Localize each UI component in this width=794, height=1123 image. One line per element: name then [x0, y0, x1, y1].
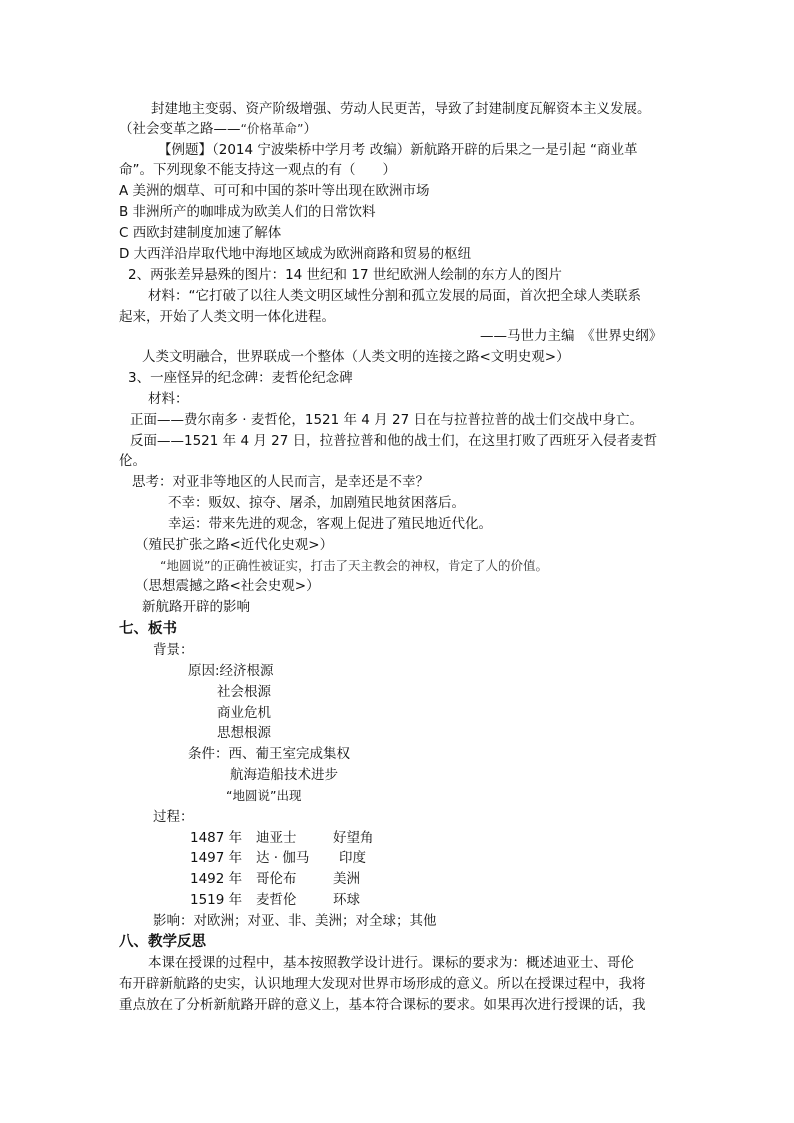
voyage-year: 1492 年 — [190, 871, 243, 887]
monument-back: 伦。 — [119, 453, 146, 469]
voyage-destination: 印度 — [339, 850, 366, 866]
voyage-explorer: 达 · 伽马 — [256, 850, 310, 866]
material-label: 材料： — [148, 391, 189, 407]
example-line: 【例题】（2014 宁波柴桥中学月考 改编）新航路开辟的后果之一是引起 “商业革 — [158, 142, 638, 158]
option-b: B 非洲所产的咖啡成为欧美人们的日常饮料 — [119, 204, 376, 220]
board-line: 思想根源 — [217, 725, 271, 741]
unlucky-line: 不幸：贩奴、掠夺、屠杀，加剧殖民地贫困落后。 — [168, 495, 465, 511]
board-line: 条件：西、葡王室完成集权 — [188, 746, 350, 762]
think-question: 思考：对亚非等地区的人民而言，是幸还是不幸？ — [132, 474, 429, 490]
section-heading: 八、教学反思 — [119, 934, 206, 950]
board-line: 航海造船技术进步 — [230, 767, 338, 783]
paragraph-line: （思想震撼之路<社会史观>） — [135, 578, 320, 594]
example-line: 命”。下列现象不能支持这一观点的有（ ） — [119, 162, 396, 178]
board-line: “地圆说”出现 — [226, 788, 302, 803]
voyage-year: 1487 年 — [190, 830, 243, 846]
paragraph-line: 封建地主变弱、资产阶级增强、劳动人民更苦，导致了封建制度瓦解资本主义发展。 — [151, 101, 651, 117]
board-label: 过程： — [153, 809, 194, 825]
voyage-explorer: 迪亚士 — [256, 830, 297, 846]
item-2: 2、两张差异悬殊的图片：14 世纪和 17 世纪欧洲人绘制的东方人的图片 — [128, 267, 562, 283]
board-label: 影响：对欧洲；对亚、非、美洲；对全球；其他 — [153, 913, 437, 929]
voyage-year: 1497 年 — [190, 850, 243, 866]
text-span: （社会变革之路—— — [119, 121, 241, 137]
option-d: D 大西洋沿岸取代地中海地区域成为欧洲商路和贸易的枢纽 — [119, 246, 472, 262]
voyage-destination: 好望角 — [333, 830, 374, 846]
lucky-line: 幸运：带来先进的观念，客观上促进了殖民地近代化。 — [168, 516, 492, 532]
paragraph-line: “地圆说”的正确性被证实，打击了天主教会的神权，肯定了人的价值。 — [160, 558, 548, 573]
material-line: 材料：“它打破了以往人类文明区域性分割和孤立发展的局面，首次把全球人类联系 — [148, 288, 641, 304]
board-line: 社会根源 — [217, 684, 271, 700]
voyage-year: 1519 年 — [190, 892, 243, 908]
voyage-destination: 环球 — [333, 892, 360, 908]
reflection-line: 重点放在了分析新航路开辟的意义上，基本符合课标的要求。如果再次进行授课的话，我 — [119, 997, 646, 1013]
board-label: 背景： — [153, 642, 194, 658]
quoted-text: “价格革命” — [240, 121, 304, 136]
section-heading: 七、板书 — [119, 621, 177, 637]
reflection-line: 本课在授课的过程中，基本按照教学设计进行。课标的要求为：概述迪亚士、哥伦 — [148, 955, 634, 971]
paragraph-line: 新航路开辟的影响 — [142, 599, 250, 615]
option-a: A 美洲的烟草、可可和中国的茶叶等出现在欧洲市场 — [119, 183, 430, 199]
item-3: 3、一座怪异的纪念碑：麦哲伦纪念碑 — [128, 370, 353, 386]
board-line: 商业危机 — [217, 705, 271, 721]
voyage-explorer: 麦哲伦 — [256, 892, 297, 908]
voyage-destination: 美洲 — [333, 871, 360, 887]
option-c: C 西欧封建制度加速了解体 — [119, 225, 282, 241]
board-line: 原因:经济根源 — [188, 663, 274, 679]
monument-back: 反面——1521 年 4 月 27 日，拉普拉普和他的战士们，在这里打败了西班牙入侵者麦哲 — [130, 433, 658, 449]
voyage-explorer: 哥伦布 — [256, 871, 297, 887]
monument-front: 正面——费尔南多 · 麦哲伦，1521 年 4 月 27 日在与拉普拉普的战士们交战中身亡。 — [130, 412, 643, 428]
reflection-line: 布开辟新航路的史实，认识地理大发现对世界市场形成的意义。所以在授课过程中，我将 — [119, 976, 646, 992]
paragraph-line: （殖民扩张之路<近代化史观>） — [135, 537, 334, 553]
text-span: ） — [303, 121, 317, 137]
material-line: 起来，开始了人类文明一体化进程。 — [119, 309, 335, 325]
paragraph-line: 人类文明融合，世界联成一个整体（人类文明的连接之路<文明史观>） — [142, 349, 570, 365]
paragraph-line — [119, 120, 317, 138]
material-source: ——马世力主编 《世界史纲》 — [480, 328, 663, 344]
